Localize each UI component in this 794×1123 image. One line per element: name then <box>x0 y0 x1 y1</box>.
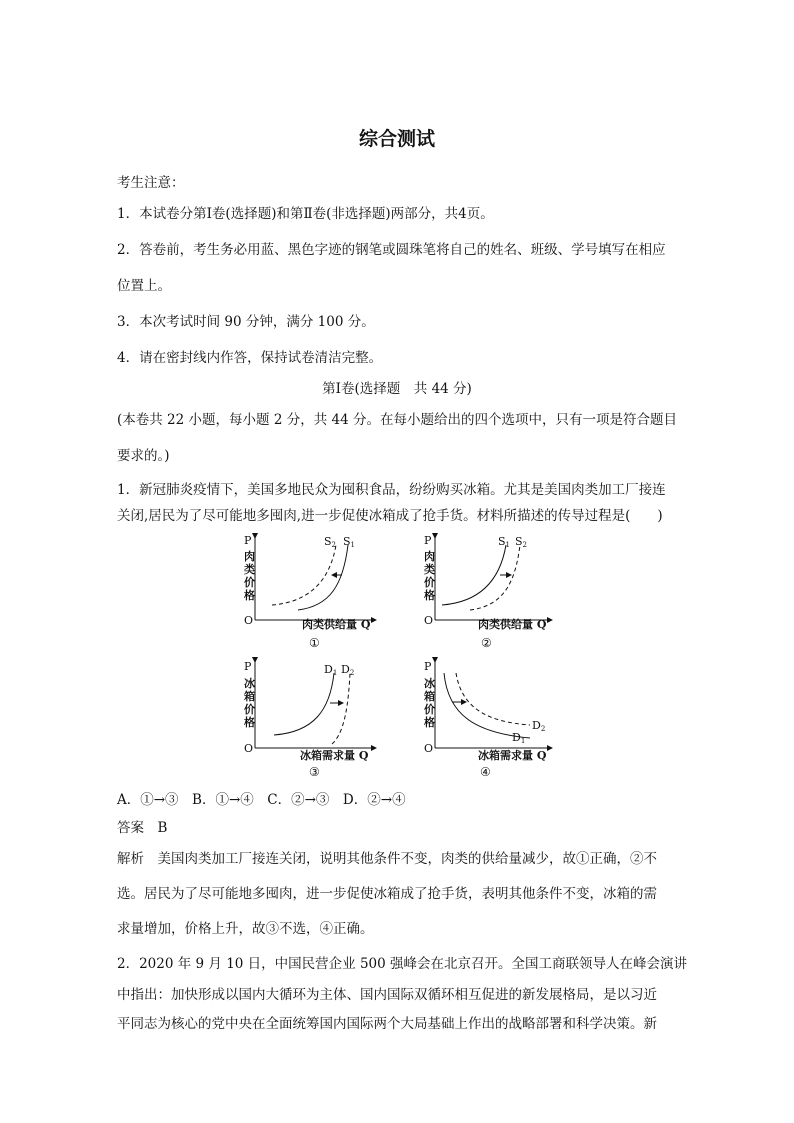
graph-3-p-label: P <box>244 660 252 673</box>
notice-item-4: 4．请在密封线内作答，保持试卷清洁完整。 <box>117 350 383 366</box>
page-title: 综合测试 <box>358 128 435 150</box>
graph-2-y-char-1: 肉 <box>424 550 435 563</box>
graph-3-curve-d1 <box>274 673 334 735</box>
graph-1-y-char-2: 类 <box>244 563 255 576</box>
graph-2-y-char-4: 格 <box>424 589 435 602</box>
q1-analysis-1: 解析 美国肉类加工厂接连关闭，说明其他条件不变，肉类的供给量减少，故①正确，②不 <box>117 851 657 867</box>
q1-stem-1: 1．新冠肺炎疫情下，美国多地民众为囤积食品，纷纷购买冰箱。尤其是美国肉类加工厂接连 <box>117 482 666 498</box>
graph-3-id: ③ <box>309 765 320 779</box>
graph-2-curve-label-2: S2 <box>515 535 528 549</box>
notice-item-2: 2．答卷前，考生务必用蓝、黑色字迹的钢笔或圆珠笔将自己的姓名、班级、学号填写在相应 <box>117 242 666 258</box>
graph-1-y-char-3: 价 <box>244 576 255 589</box>
graph-3-origin: O <box>244 742 254 755</box>
q1-stem-2: 关闭,居民为了尽可能地多囤肉,进一步促使冰箱成了抢手货。材料所描述的传导过程是( ) <box>117 508 663 524</box>
graph-4-id: ④ <box>480 765 491 779</box>
graph-3-curve-label-1: D1 <box>324 663 338 677</box>
graph-2-id: ② <box>481 636 492 650</box>
graph-1-p-label: P <box>244 534 252 547</box>
graph-1-y-char-4: 格 <box>244 589 255 602</box>
graph-2-y-char-3: 价 <box>424 576 435 589</box>
q1-analysis-2: 选。居民为了尽可能地多囤肉，进一步促使冰箱成了抢手货，表明其他条件不变，冰箱的需 <box>117 886 657 902</box>
graph-4-origin: O <box>424 742 434 755</box>
notice-heading: 考生注意： <box>117 175 185 191</box>
graph-1-curve-label-2: S1 <box>343 535 356 549</box>
graph-1-x-label: 肉类供给量 Q <box>302 618 371 631</box>
graph-2-curve-s1 <box>442 545 506 605</box>
graph-1-curve-s2 <box>272 545 336 605</box>
graph-4-x-label: 冰箱需求量 Q <box>478 749 547 762</box>
graph-2-x-label: 肉类供给量 Q <box>478 618 547 631</box>
graph-1-curve-s1 <box>298 545 348 610</box>
q2-stem-3: 平同志为核心的党中央在全面统筹国内国际两个大局基础上作出的战略部署和科学决策。新 <box>117 1016 657 1032</box>
graph-4-y-char-3: 价 <box>424 703 435 716</box>
notice-item-2-cont: 位置上。 <box>117 278 171 294</box>
graph-3-curve-label-2: D2 <box>341 663 355 677</box>
graph-2-y-char-2: 类 <box>424 563 435 576</box>
graph-3-x-label: 冰箱需求量 Q <box>300 749 369 762</box>
graph-4 <box>424 660 552 779</box>
graph-4-curve-d2 <box>456 673 530 725</box>
graph-1 <box>244 534 376 650</box>
q1-answer: 答案 B <box>117 820 168 836</box>
graph-4-curve-label-1: D2 <box>532 719 546 733</box>
q1-graphs <box>230 530 570 785</box>
graph-1-origin: O <box>244 614 254 627</box>
graph-1-y-char-1: 肉 <box>244 550 255 563</box>
graph-1-id: ① <box>309 636 320 650</box>
graph-2 <box>424 534 552 650</box>
q2-stem-1: 2．2020 年 9 月 10 日，中国民营企业 500 强峰会在北京召开。全国工商联领导人在峰会演讲 <box>117 956 688 972</box>
graph-2-origin: O <box>424 614 434 627</box>
q1-options: A．①→③ B．①→④ C．②→③ D．②→④ <box>117 792 406 808</box>
graph-3-y-char-1: 冰 <box>244 677 255 690</box>
graph-3-curve-d2 <box>332 673 350 744</box>
notice-item-3: 3．本次考试时间 90 分钟，满分 100 分。 <box>117 314 375 330</box>
graph-2-curve-s2 <box>470 545 520 610</box>
graph-3-y-char-2: 箱 <box>244 690 255 703</box>
section-title: 第Ⅰ卷(选择题 共 44 分) <box>322 381 472 397</box>
graph-3-y-char-3: 价 <box>244 703 255 716</box>
q1-analysis-3: 求量增加，价格上升，故③不选，④正确。 <box>117 921 374 937</box>
graph-1-curve-label-1: S2 <box>324 535 337 549</box>
graph-4-y-char-2: 箱 <box>424 690 435 703</box>
graph-2-p-label: P <box>424 534 432 547</box>
graph-4-y-char-1: 冰 <box>424 677 435 690</box>
graph-3 <box>244 660 376 779</box>
graph-3-y-char-4: 格 <box>244 716 255 729</box>
graph-2-curve-label-1: S1 <box>498 535 511 549</box>
graph-4-curve-d1 <box>444 673 530 738</box>
graph-4-curve-label-2: D1 <box>512 731 526 745</box>
notice-item-1: 1．本试卷分第Ⅰ卷(选择题)和第Ⅱ卷(非选择题)两部分，共4页。 <box>117 206 494 222</box>
section-instruction-2: 要求的。) <box>117 448 170 464</box>
graph-4-p-label: P <box>424 660 432 673</box>
section-instruction-1: (本卷共 22 小题，每小题 2 分，共 44 分。在每小题给出的四个选项中，只有一项是符合题目 <box>117 412 677 428</box>
graph-4-y-char-4: 格 <box>424 716 435 729</box>
q2-stem-2: 中指出：加快形成以国内大循环为主体、国内国际双循环相互促进的新发展格局，是以习近 <box>117 987 657 1003</box>
